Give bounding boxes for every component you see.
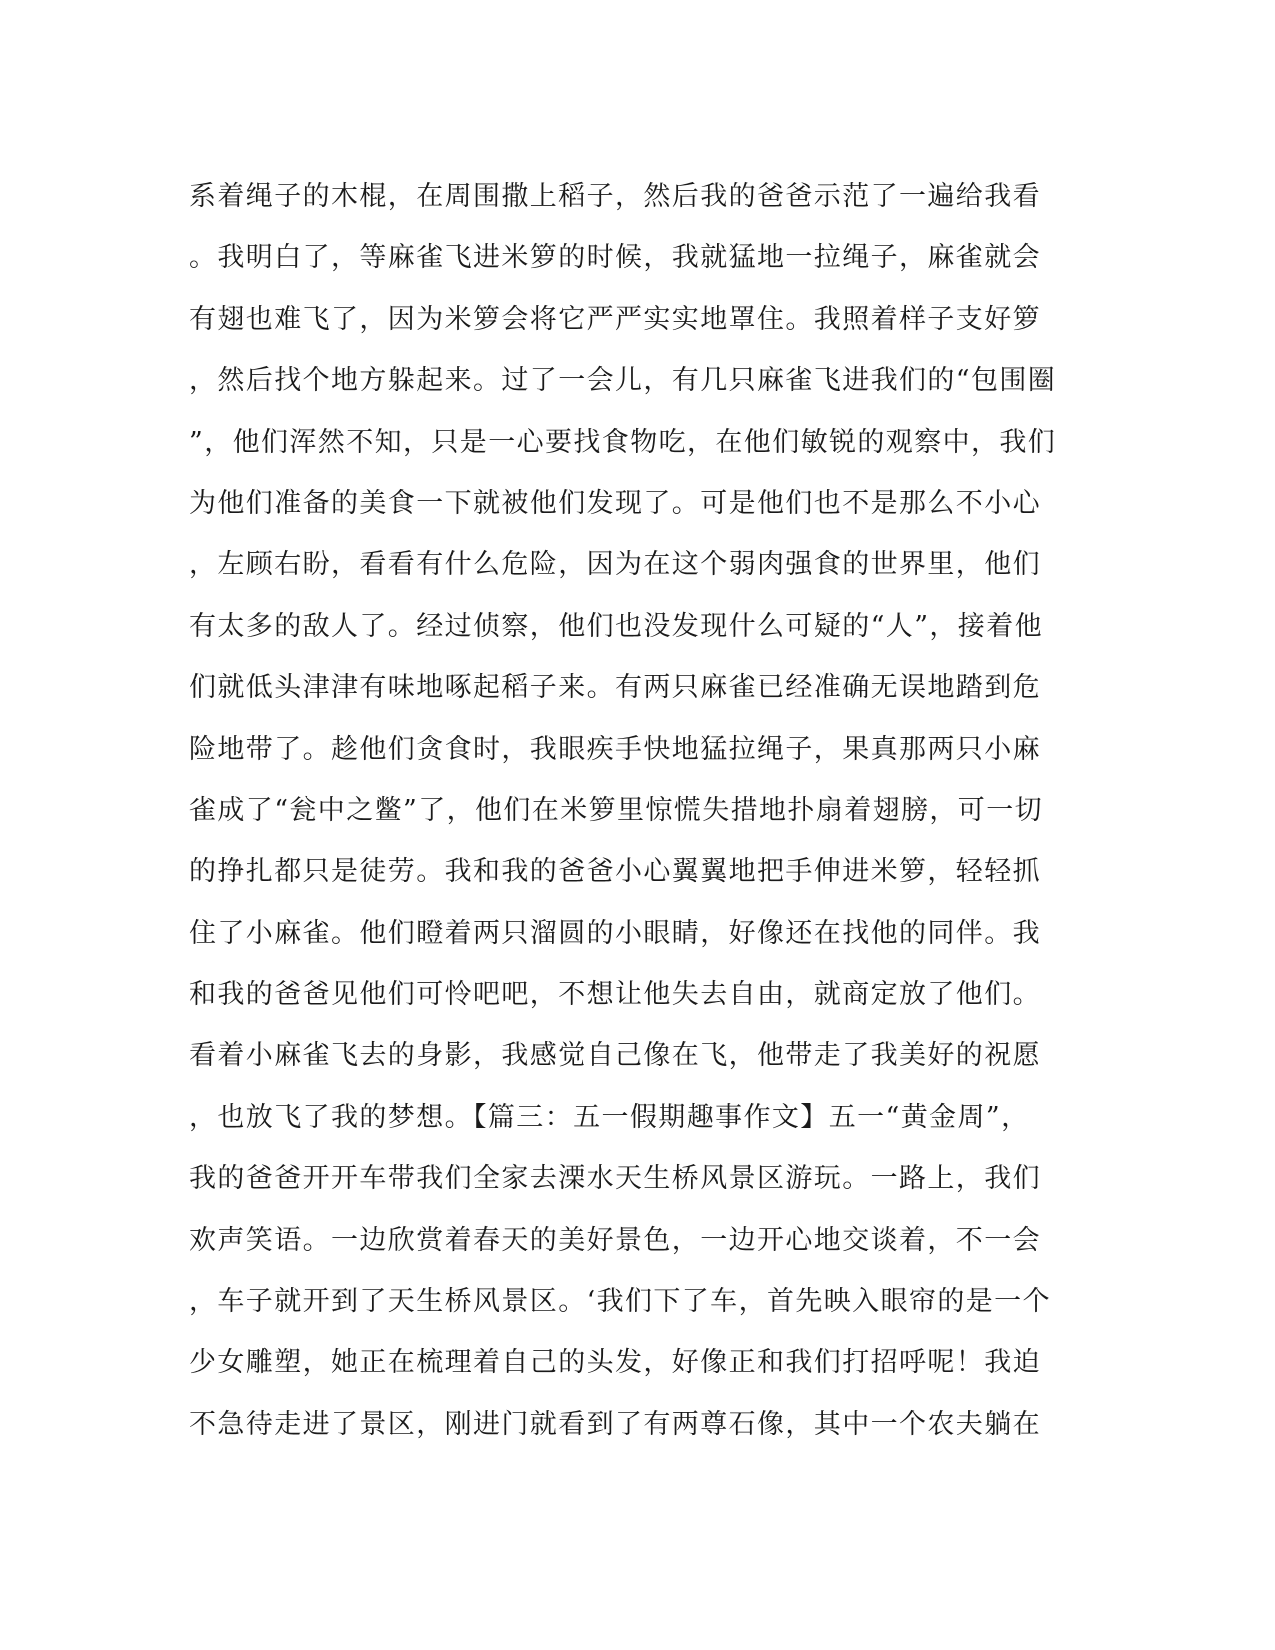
text-line: 住了小麻雀。他们瞪着两只溜圆的小眼睛，好像还在找他的同伴。我 (189, 917, 1041, 949)
text-line: 为他们准备的美食一下就被他们发现了。可是他们也不是那么不小心 (189, 487, 1041, 519)
text-line: 的挣扎都只是徒劳。我和我的爸爸小心翼翼地把手伸进米箩，轻轻抓 (189, 856, 1041, 888)
text-line: 们就低头津津有味地啄起稻子来。有两只麻雀已经准确无误地踏到危 (189, 672, 1041, 704)
text-line: ，然后找个地方躲起来。过了一会儿，有几只麻雀飞进我们的“包围圈 (189, 365, 1057, 397)
text-line: 险地带了。趁他们贪食时，我眼疾手快地猛拉绳子，果真那两只小麻 (189, 733, 1041, 765)
text-line: 少女雕塑，她正在梳理着自己的头发，好像正和我们打招呼呢！我迫 (189, 1347, 1041, 1379)
text-line: 有翅也难飞了，因为米箩会将它严严实实地罩住。我照着样子支好箩 (189, 303, 1041, 335)
text-line: 雀成了“瓮中之鳖”了，他们在米箩里惊慌失措地扑扇着翅膀，可一切 (189, 794, 1044, 826)
body-text (189, 166, 1089, 1455)
text-line: 。我明白了，等麻雀飞进米箩的时候，我就猛地一拉绳子，麻雀就会 (189, 242, 1041, 274)
text-line: 有太多的敌人了。经过侦察，他们也没发现什么可疑的“人”，接着他 (189, 610, 1044, 642)
text-line: ，也放飞了我的梦想。【篇三：五一假期趣事作文】五一“黄金周”， (189, 1101, 1030, 1133)
text-line: 和我的爸爸见他们可怜吧吧，不想让他失去自由，就商定放了他们。 (189, 979, 1041, 1011)
text-line: ，车子就开到了天生桥风景区。‘我们下了车，首先映入眼帘的是一个 (189, 1286, 1051, 1318)
text-line: 看着小麻雀飞去的身影，我感觉自己像在飞，他带走了我美好的祝愿 (189, 1040, 1041, 1072)
text-line: 不急待走进了景区，刚进门就看到了有两尊石像，其中一个农夫躺在 (189, 1408, 1041, 1440)
text-line: 我的爸爸开开车带我们全家去溧水天生桥风景区游玩。一路上，我们 (189, 1163, 1041, 1195)
text-line: 欢声笑语。一边欣赏着春天的美好景色，一边开心地交谈着，不一会 (189, 1224, 1041, 1256)
text-line: ，左顾右盼，看看有什么危险，因为在这个弱肉强食的世界里，他们 (189, 549, 1041, 581)
text-line: 系着绳子的木棍，在周围撒上稻子，然后我的爸爸示范了一遍给我看 (189, 181, 1041, 212)
text-line: ”，他们浑然不知，只是一心要找食物吃，在他们敏锐的观察中，我们 (189, 426, 1057, 458)
